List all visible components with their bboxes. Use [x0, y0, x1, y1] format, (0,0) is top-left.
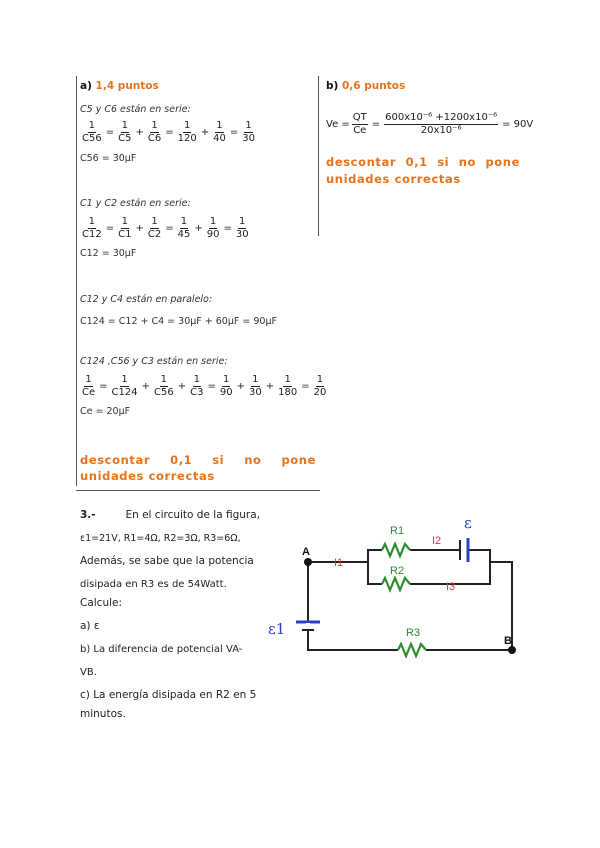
label-r1: R1: [390, 525, 405, 537]
part-a-letter: a): [80, 80, 92, 92]
fraction: $\frac{1}{C56}$: [82, 120, 102, 144]
label-a: A: [302, 546, 310, 558]
problem3-line2: ε1=21V, R1=4Ω, R2=3Ω, R3=6Ω,: [80, 533, 241, 544]
problem3-line3: Además, se sabe que la potencia: [80, 555, 254, 567]
resistor-r1: [382, 544, 410, 556]
label-eps1: ε1: [268, 620, 286, 638]
label-i1: I1: [334, 557, 344, 569]
node-a: [304, 558, 312, 566]
problem3-line5: Calcule:: [80, 597, 123, 609]
step4-text: C124 ,C56 y C3 están en serie:: [80, 356, 228, 367]
question-c: c) La energía disipada en R2 en 5: [80, 689, 257, 701]
part-b-note: descontar 0,1 si no pone unidades correctas: [326, 155, 520, 186]
problem3-line1: 3.- En el circuito de la figura,: [80, 504, 260, 527]
part-a-note: descontar 0,1 si no pone unidades correctas: [80, 453, 316, 483]
node-b: [508, 646, 516, 654]
question-b: b) La diferencia de potencial VA- VB.: [80, 644, 243, 678]
part-a-header: [80, 80, 159, 92]
part-b-equation: Ve = $\frac{QT}{Ce}$ = $\frac{\text{600x10⁻⁶ +1200x10⁻⁶}}{\text{20x10⁻⁶}}$ = 90V: [326, 112, 534, 136]
problem-number: 3.-: [80, 509, 96, 521]
step2-result: C12 = 30μF: [80, 248, 137, 259]
step3-equation: C124 = C12 + C4 = 30μF + 60μF = 90μF: [80, 316, 277, 327]
circuit-diagram: [260, 510, 530, 660]
step1-result: C56 = 30μF: [80, 153, 137, 164]
step2-text: C1 y C2 están en serie:: [80, 198, 191, 209]
equation-lhs: Ve =: [326, 119, 350, 130]
resistor-r2: [382, 578, 410, 590]
problem3-line4: disipada en R3 es de 54Watt.: [80, 579, 227, 590]
label-i3: I3: [446, 581, 456, 593]
part-b-header: [326, 80, 405, 92]
part-b-letter: b): [326, 80, 339, 92]
step3-text: C12 y C4 están en paralelo:: [80, 294, 213, 305]
question-a: a) ε: [80, 620, 100, 632]
label-i2: I2: [432, 535, 442, 547]
label-r2: R2: [390, 565, 405, 577]
label-eps: ε: [464, 514, 472, 532]
part-b-points: 0,6 puntos: [341, 80, 406, 92]
fraction: $\frac{\text{600x10⁻⁶ +1200x10⁻⁶}}{\text{20x10⁻⁶}}$: [385, 112, 498, 136]
problem3-text: [80, 504, 260, 726]
resistor-r3: [398, 644, 426, 656]
label-b: B: [504, 635, 512, 647]
left-divider-line: [76, 76, 77, 486]
step4-result: Ce = 20μF: [80, 406, 131, 417]
fraction: $\frac{QT}{Ce}$: [352, 112, 367, 136]
step4-equation: $\frac{1}{Ce}$ = $\frac{1}{C124}$ + $\frac{1}{C56}$ + $\frac{1}{C3}$ = $\frac{1}{90}$ + $\frac{1}{30}$ + $\frac{1}{180}$ = $\frac{1}{20}$: [82, 374, 327, 398]
label-r3: R3: [406, 627, 421, 639]
step2-equation: $\frac{1}{C12}$ = $\frac{1}{C1}$ + $\frac{1}{C2}$ = $\frac{1}{45}$ + $\frac{1}{90}$ = $\frac{1}{30}$: [82, 216, 249, 240]
step1-equation: $\frac{1}{C56}$ = $\frac{1}{C5}$ + $\frac{1}{C6}$ = $\frac{1}{120}$ + $\frac{1}{40}$ = $\frac{1}{30}$: [82, 120, 255, 144]
section-divider-line: [76, 490, 320, 491]
equation-result: = 90V: [502, 119, 534, 130]
middle-divider-line: [318, 76, 319, 236]
step1-text: C5 y C6 están en serie:: [80, 104, 191, 115]
question-c-continuation: minutos.: [80, 708, 126, 720]
part-a-points: 1,4 puntos: [95, 80, 159, 92]
